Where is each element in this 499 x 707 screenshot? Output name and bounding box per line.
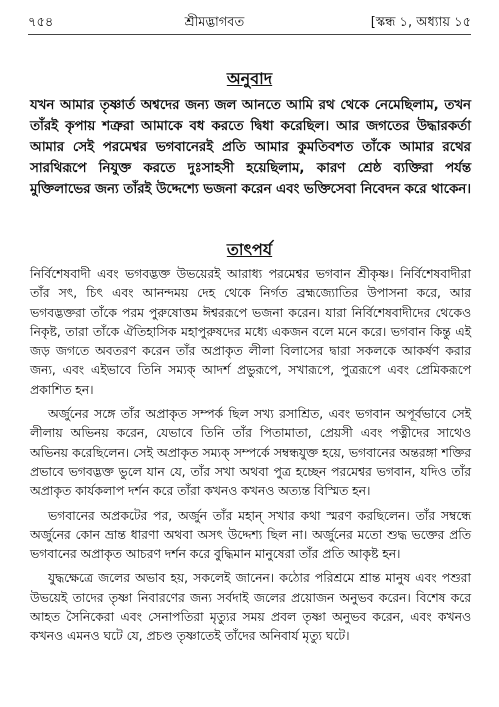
purport-paragraph: অর্জুনের সঙ্গে তাঁর অপ্রাকৃত সম্পর্ক ছিল সখ্য রসাশ্রিত, এবং ভগবান অপূর্বভাবে সেই লীলায় অভিনয় করেন, যেভাবে তিনি তাঁর পিতামাতা, প্রেয়সী এবং পত্নীদের সাথেও অভিনয় করেছিলেন। সেই অপ্রাকৃত সম্যক্ সম্পর্কে সম্বন্ধযুক্ত হয়ে, ভগবানের অন্তরঙ্গা শক্তির প্রভাবে ভগবদ্ভক্ত ভুলে যান যে, তাঁর সখা অথবা পুত্র হচ্ছেন পরমেশ্বর ভগবান, যদিও তাঁর অপ্রাকৃত কার্যকলাপ দর্শন করে তাঁরা কখনও কখনও অত্যন্ত বিস্মিত হন। bbox=[30, 407, 471, 499]
book-title: শ্রীমদ্ভাগবত bbox=[184, 14, 245, 30]
purport-paragraph: নির্বিশেষবাদী এবং ভগবদ্ভক্ত উভয়েরই আরাধ্য পরমেশ্বর ভগবান শ্রীকৃষ্ণ। নির্বিশেষবাদীরা তাঁর সৎ, চিৎ এবং আনন্দময় দেহ থেকে নির্গত ব্রহ্মজ্যোতির উপাসনা করে, আর ভগবদ্ভক্তরা তাঁকে পরম পুরুষোত্তম ঈশ্বররূপে ভজনা করেন। যারা নির্বিশেষবাদীদের থেকেও নিকৃষ্ট, তারা তাঁকে ঐতিহাসিক মহাপুরুষদের মধ্যে একজন বলে মনে করে। ভগবান কিন্তু এই জড় জগতে অবতরণ করেন তাঁর অপ্রাকৃত লীলা বিলাসের দ্বারা সকলকে আকর্ষণ করার জন্য, এবং এইভাবে তিনি সম্যক্ আদর্শ প্রভুরূপে, সখারূপে, পুত্ররূপে এবং প্রেমিকরূপে প্রকাশিত হন। bbox=[30, 267, 471, 397]
page-number: ৭৫৪ bbox=[28, 14, 54, 30]
running-head bbox=[28, 12, 471, 35]
purport-paragraph: ভগবানের অপ্রকটের পর, অর্জুন তাঁর মহান্ সখার কথা স্মরণ করছিলেন। তাঁর সম্বন্ধে অর্জুনের কোন ভ্রান্ত ধারণা অথবা অসৎ উদ্দেশ্য ছিল না। অর্জুনের মতো শুদ্ধ ভক্তের প্রতি ভগবানের অপ্রাকৃত আচরণ দর্শন করে বুদ্ধিমান মানুষেরা তাঁর প্রতি আকৃষ্ট হন। bbox=[30, 508, 471, 562]
purport-heading: তাৎপর্য bbox=[226, 240, 273, 259]
canto-chapter: [স্কন্ধ ১, অধ্যায় ১৫ bbox=[370, 14, 471, 30]
translation-heading: অনুবাদ bbox=[226, 69, 273, 88]
purport-body bbox=[30, 265, 471, 647]
purport-paragraph: যুদ্ধক্ষেত্রে জলের অভাব হয়, সকলেই জানেন। কঠোর পরিশ্রমে শ্রান্ত মানুষ এবং পশুরা উভয়েই তাদের তৃষ্ণা নিবারণের জন্য সর্বদাই জলের প্রয়োজন অনুভব করেন। বিশেষ করে আহত সৈনিকেরা এবং সেনাপতিরা মৃত্যুর সময় প্রবল তৃষ্ণা অনুভব করেন, এবং কখনও কখনও এমনও ঘটে যে, প্রচণ্ড তৃষ্ণাতেই তাঁদের অনিবার্য মৃত্যু ঘটে। bbox=[30, 571, 472, 644]
translation-text: যখন আমার তৃষ্ণার্ত অশ্বদের জন্য জল আনতে আমি রথ থেকে নেমেছিলাম, তখন তাঁরই কৃপায় শত্রুরা আমাকে বধ করতে দ্বিধা করেছিল। আর জগতের উদ্ধারকর্তা আমার সেই পরমেশ্বর ভগবানেরই প্রতি আমার কুমতিবশত তাঁকে আমার রথের সারথিরূপে নিযুক্ত করতে দুঃসাহসী হয়েছিলাম, কারণ শ্রেষ্ঠ ব্যক্তিরা পর্যন্ত মুক্তিলাভের জন্য তাঁরই উদ্দেশ্যে ভজনা করেন এবং ভক্তিসেবা নিবেদন করে থাকেন। bbox=[30, 98, 471, 197]
